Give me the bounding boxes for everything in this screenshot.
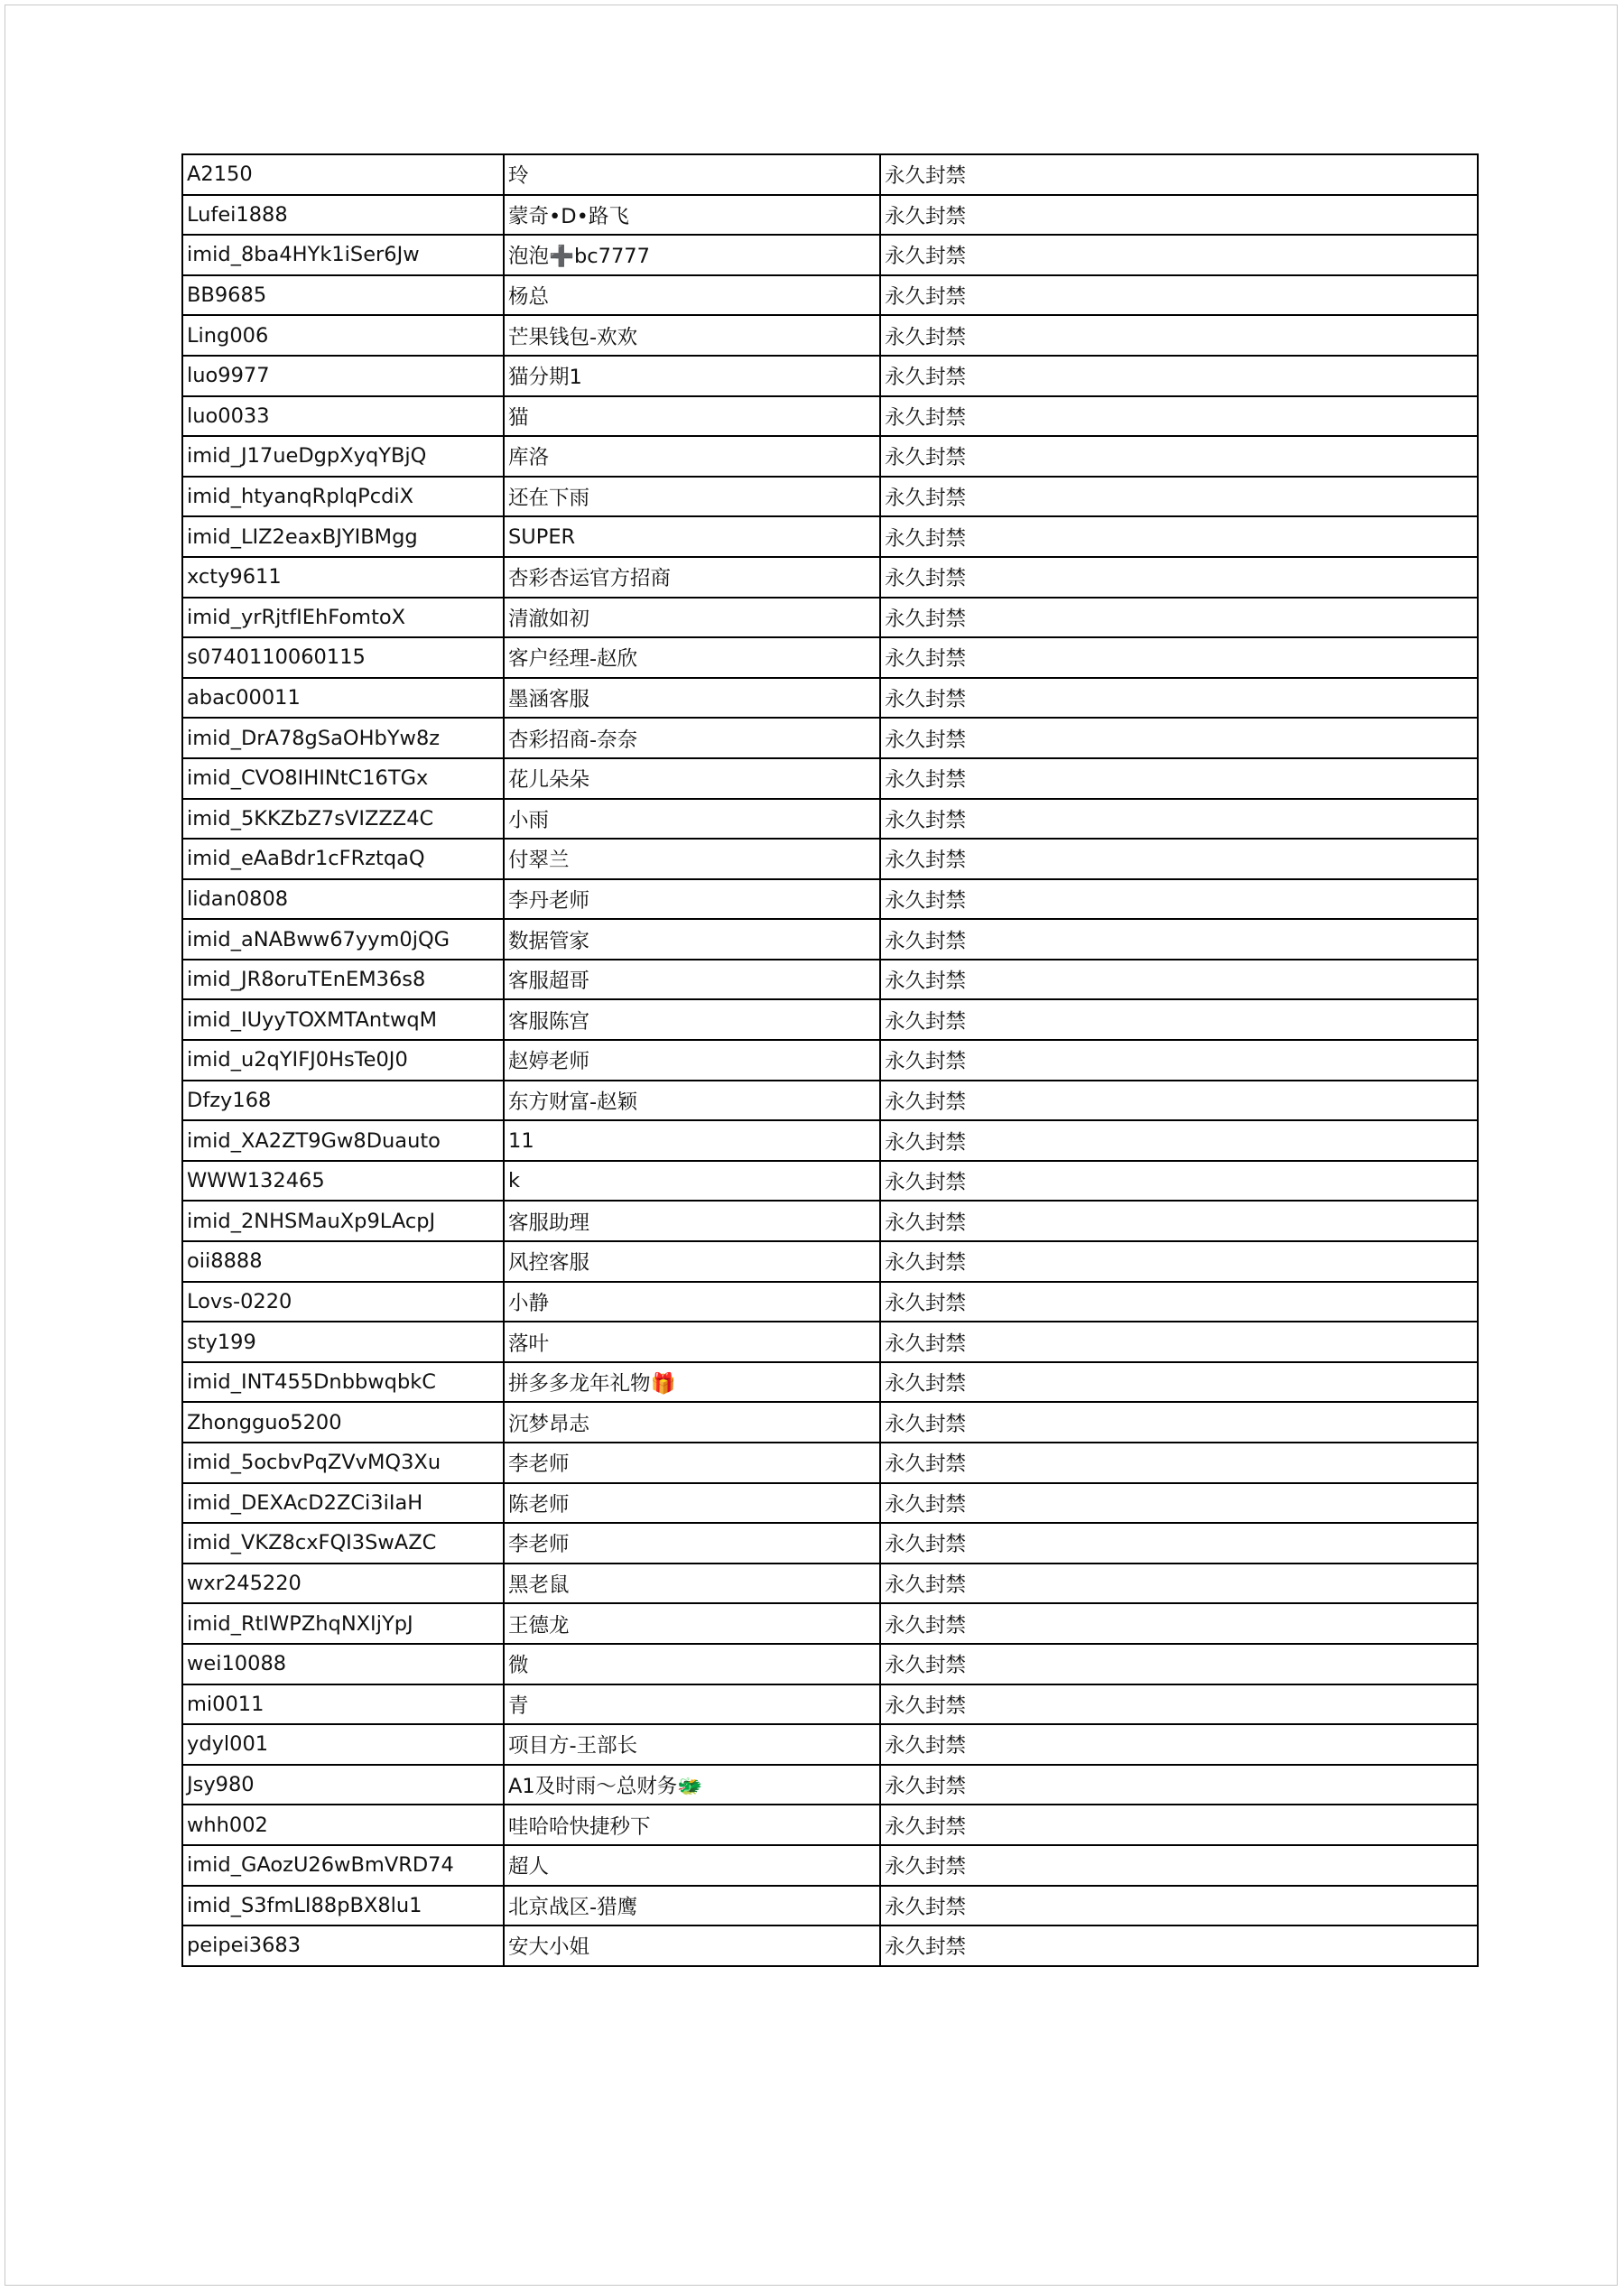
table-row [182,1644,1478,1684]
table-row [182,436,1478,477]
account-id-cell: WWW132465 [182,1161,504,1202]
status-cell: 永久封禁 [880,1241,1478,1282]
nickname-cell: 王德龙 [504,1603,880,1644]
status-cell: 永久封禁 [880,1765,1478,1805]
status-cell: 永久封禁 [880,1362,1478,1403]
account-id-cell: A2150 [182,154,504,195]
nickname-cell: 哇哈哈快捷秒下 [504,1805,880,1845]
status-cell: 永久封禁 [880,557,1478,598]
nickname-cell: 项目方-王部长 [504,1724,880,1765]
table-row [182,1886,1478,1926]
table-row [182,1684,1478,1725]
account-id-cell: luo0033 [182,396,504,437]
nickname-cell: 杏彩杏运官方招商 [504,557,880,598]
nickname-cell: 李老师 [504,1443,880,1483]
account-id-cell: Zhongguo5200 [182,1402,504,1443]
account-id-cell: lidan0808 [182,879,504,920]
account-id-cell: imid_u2qYIFJ0HsTe0J0 [182,1040,504,1081]
table-row [182,1845,1478,1886]
table-row [182,396,1478,437]
nickname-cell: 付翠兰 [504,839,880,879]
status-cell: 永久封禁 [880,1040,1478,1081]
account-id-cell: imid_XA2ZT9Gw8Duauto [182,1120,504,1161]
table-row [182,1523,1478,1564]
account-id-cell: imid_S3fmLI88pBX8lu1 [182,1886,504,1926]
table-row [182,1603,1478,1644]
nickname-cell: 墨涵客服 [504,678,880,719]
status-cell: 永久封禁 [880,1120,1478,1161]
account-id-cell: imid_CVO8IHINtC16TGx [182,758,504,799]
nickname-cell: 沉梦昂志 [504,1402,880,1443]
account-id-cell: imid_2NHSMauXp9LAcpJ [182,1201,504,1241]
nickname-cell: 拼多多龙年礼物🎁 [504,1362,880,1403]
nickname-cell: SUPER [504,516,880,557]
nickname-cell: 花儿朵朵 [504,758,880,799]
table-row [182,1724,1478,1765]
table-row [182,1483,1478,1524]
status-cell: 永久封禁 [880,598,1478,638]
status-cell: 永久封禁 [880,1564,1478,1604]
status-cell: 永久封禁 [880,235,1478,275]
status-cell: 永久封禁 [880,1483,1478,1524]
table-row [182,315,1478,356]
table-row [182,557,1478,598]
nickname-cell: 青 [504,1684,880,1725]
status-cell: 永久封禁 [880,356,1478,396]
table-row [182,275,1478,316]
table-row [182,356,1478,396]
nickname-cell: 小静 [504,1282,880,1322]
account-id-cell: Dfzy168 [182,1081,504,1121]
status-cell: 永久封禁 [880,1402,1478,1443]
account-id-cell: imid_VKZ8cxFQI3SwAZC [182,1523,504,1564]
status-cell: 永久封禁 [880,1603,1478,1644]
status-cell: 永久封禁 [880,477,1478,517]
table-row [182,637,1478,678]
nickname-cell: 泡泡➕bc7777 [504,235,880,275]
table-row [182,1765,1478,1805]
table-row [182,477,1478,517]
account-id-cell: xcty9611 [182,557,504,598]
status-cell: 永久封禁 [880,315,1478,356]
nickname-cell: 清澈如初 [504,598,880,638]
table-row [182,1925,1478,1966]
nickname-cell: 北京战区-猎鹰 [504,1886,880,1926]
status-cell: 永久封禁 [880,960,1478,1000]
table-row [182,1402,1478,1443]
account-id-cell: imid_yrRjtfIEhFomtoX [182,598,504,638]
table-row [182,1201,1478,1241]
account-id-cell: Jsy980 [182,1765,504,1805]
nickname-cell: 赵婷老师 [504,1040,880,1081]
account-id-cell: sty199 [182,1322,504,1362]
nickname-cell: 客服超哥 [504,960,880,1000]
account-id-cell: imid_GAozU26wBmVRD74 [182,1845,504,1886]
status-cell: 永久封禁 [880,799,1478,840]
account-id-cell: mi0011 [182,1684,504,1725]
status-cell: 永久封禁 [880,1724,1478,1765]
status-cell: 永久封禁 [880,436,1478,477]
table-row [182,799,1478,840]
account-id-cell: whh002 [182,1805,504,1845]
table-row [182,919,1478,960]
nickname-cell: 超人 [504,1845,880,1886]
status-cell: 永久封禁 [880,1081,1478,1121]
status-cell: 永久封禁 [880,637,1478,678]
account-id-cell: imid_htyanqRplqPcdiX [182,477,504,517]
status-cell: 永久封禁 [880,839,1478,879]
status-cell: 永久封禁 [880,1523,1478,1564]
table-row [182,1040,1478,1081]
status-cell: 永久封禁 [880,154,1478,195]
account-id-cell: imid_RtIWPZhqNXIjYpJ [182,1603,504,1644]
account-id-cell: imid_J17ueDgpXyqYBjQ [182,436,504,477]
table-row [182,154,1478,195]
nickname-cell: k [504,1161,880,1202]
status-cell: 永久封禁 [880,516,1478,557]
table-row [182,960,1478,1000]
nickname-cell: 客户经理-赵欣 [504,637,880,678]
status-cell: 永久封禁 [880,1845,1478,1886]
nickname-cell: 李老师 [504,1523,880,1564]
account-id-cell: imid_INT455DnbbwqbkC [182,1362,504,1403]
table-row [182,678,1478,719]
nickname-cell: 芒果钱包-欢欢 [504,315,880,356]
table-row [182,1805,1478,1845]
table-row [182,718,1478,758]
account-id-cell: imid_aNABww67yym0jQG [182,919,504,960]
nickname-cell: 库洛 [504,436,880,477]
nickname-cell: 猫分期1 [504,356,880,396]
account-id-cell: peipei3683 [182,1925,504,1966]
status-cell: 永久封禁 [880,1443,1478,1483]
account-id-cell: imid_JR8oruTEnEM36s8 [182,960,504,1000]
nickname-cell: 杏彩招商-奈奈 [504,718,880,758]
status-cell: 永久封禁 [880,275,1478,316]
table-row [182,1081,1478,1121]
status-cell: 永久封禁 [880,1805,1478,1845]
account-id-cell: imid_5KKZbZ7sVIZZZ4C [182,799,504,840]
nickname-cell: 落叶 [504,1322,880,1362]
account-id-cell: BB9685 [182,275,504,316]
account-id-cell: s0740110060115 [182,637,504,678]
nickname-cell: 数据管家 [504,919,880,960]
status-cell: 永久封禁 [880,195,1478,236]
account-id-cell: Ling006 [182,315,504,356]
table-row [182,879,1478,920]
account-id-cell: imid_5ocbvPqZVvMQ3Xu [182,1443,504,1483]
nickname-cell: 陈老师 [504,1483,880,1524]
status-cell: 永久封禁 [880,999,1478,1040]
table-row [182,839,1478,879]
nickname-cell: 风控客服 [504,1241,880,1282]
ban-list-table [181,153,1479,1967]
table-row [182,235,1478,275]
status-cell: 永久封禁 [880,718,1478,758]
status-cell: 永久封禁 [880,1201,1478,1241]
account-id-cell: ydyl001 [182,1724,504,1765]
account-id-cell: wxr245220 [182,1564,504,1604]
table-body [182,154,1478,1966]
nickname-cell: 小雨 [504,799,880,840]
table-row [182,598,1478,638]
table-row [182,1362,1478,1403]
status-cell: 永久封禁 [880,1282,1478,1322]
nickname-cell: 李丹老师 [504,879,880,920]
nickname-cell: 还在下雨 [504,477,880,517]
nickname-cell: 11 [504,1120,880,1161]
nickname-cell: 安大小姐 [504,1925,880,1966]
table-row [182,1241,1478,1282]
status-cell: 永久封禁 [880,1684,1478,1725]
table-row [182,1120,1478,1161]
table-row [182,1443,1478,1483]
table-row [182,1282,1478,1322]
table-row [182,516,1478,557]
status-cell: 永久封禁 [880,758,1478,799]
table-row [182,195,1478,236]
account-id-cell: wei10088 [182,1644,504,1684]
table-row [182,758,1478,799]
account-id-cell: Lovs-0220 [182,1282,504,1322]
nickname-cell: 猫 [504,396,880,437]
account-id-cell: imid_IUyyTOXMTAntwqM [182,999,504,1040]
status-cell: 永久封禁 [880,1925,1478,1966]
account-id-cell: imid_DEXAcD2ZCi3iIaH [182,1483,504,1524]
status-cell: 永久封禁 [880,1644,1478,1684]
account-id-cell: imid_eAaBdr1cFRztqaQ [182,839,504,879]
nickname-cell: 杨总 [504,275,880,316]
nickname-cell: 微 [504,1644,880,1684]
status-cell: 永久封禁 [880,396,1478,437]
status-cell: 永久封禁 [880,678,1478,719]
table-row [182,1322,1478,1362]
status-cell: 永久封禁 [880,1322,1478,1362]
account-id-cell: imid_DrA78gSaOHbYw8z [182,718,504,758]
account-id-cell: luo9977 [182,356,504,396]
status-cell: 永久封禁 [880,1886,1478,1926]
nickname-cell: 蒙奇•D•路飞 [504,195,880,236]
nickname-cell: A1及时雨～总财务🐲 [504,1765,880,1805]
nickname-cell: 黑老鼠 [504,1564,880,1604]
nickname-cell: 玲 [504,154,880,195]
table-row [182,1564,1478,1604]
status-cell: 永久封禁 [880,879,1478,920]
account-id-cell: abac00011 [182,678,504,719]
status-cell: 永久封禁 [880,1161,1478,1202]
account-id-cell: oii8888 [182,1241,504,1282]
table-row [182,999,1478,1040]
nickname-cell: 客服陈宫 [504,999,880,1040]
nickname-cell: 客服助理 [504,1201,880,1241]
account-id-cell: imid_LIZ2eaxBJYIBMgg [182,516,504,557]
account-id-cell: Lufei1888 [182,195,504,236]
table-row [182,1161,1478,1202]
account-id-cell: imid_8ba4HYk1iSer6Jw [182,235,504,275]
nickname-cell: 东方财富-赵颖 [504,1081,880,1121]
status-cell: 永久封禁 [880,919,1478,960]
